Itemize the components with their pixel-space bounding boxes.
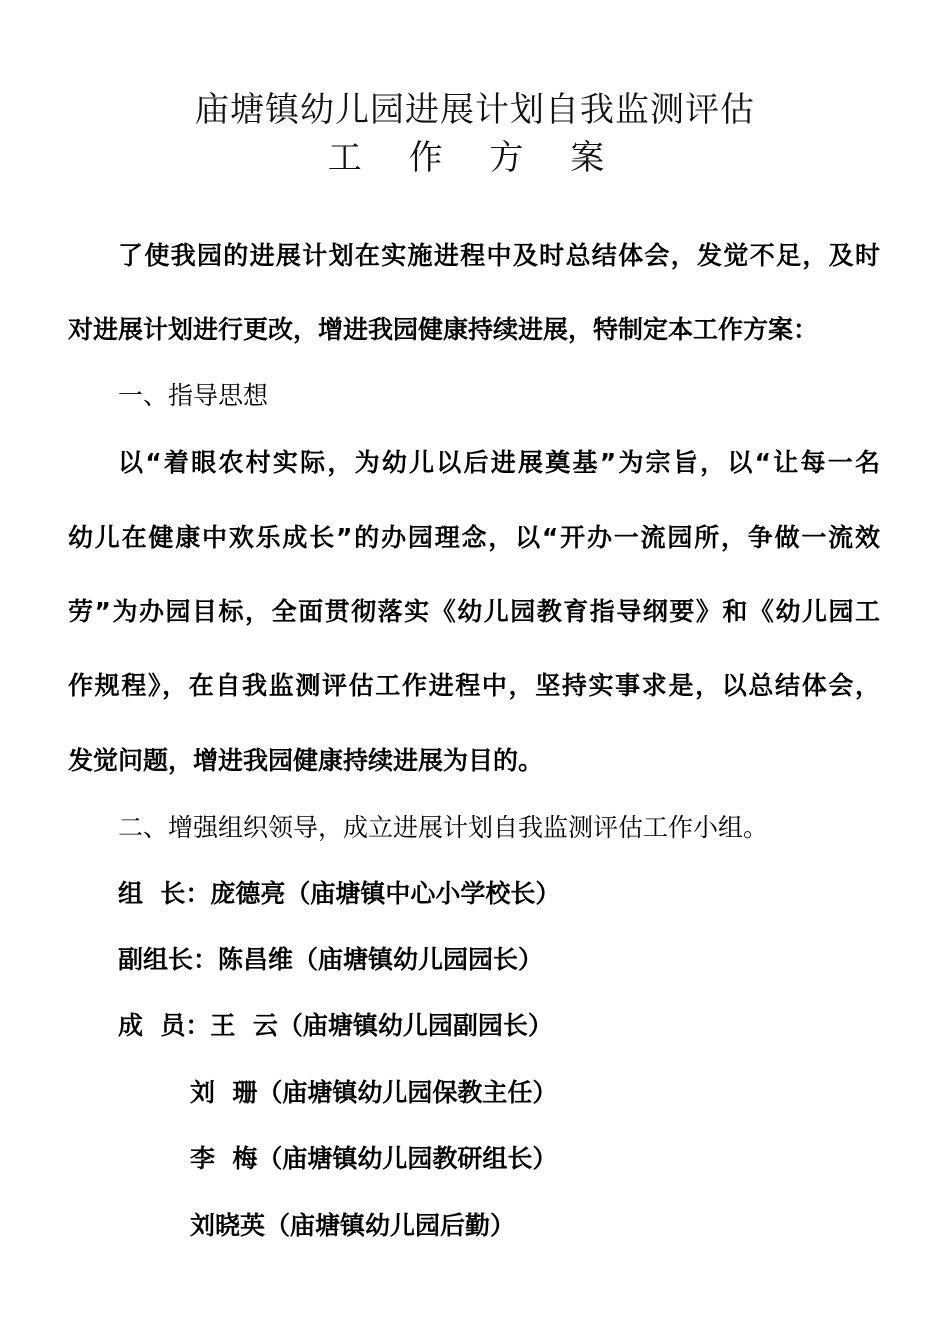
team-member: 成 员：王 云（庙塘镇幼儿园副园长）: [118, 1011, 553, 1040]
intro-line-2: 对进展计划进行更改，增进我园健康持续进展，特制定本工作方案：: [68, 315, 819, 344]
intro-line-1: 了使我园的进展计划在实施进程中及时总结体会，发觉不足，及时: [118, 241, 880, 270]
section1-line-1: 以“着眼农村实际，为幼儿以后进展奠基”为宗旨，以“让每一名: [118, 448, 880, 477]
team-member: 刘晓英（庙塘镇幼儿园后勤）: [190, 1211, 516, 1240]
document-subtitle: 工 作 方 案: [327, 138, 623, 178]
team-deputy-leader: 副组长：陈昌维（庙塘镇幼儿园园长）: [118, 945, 544, 974]
section-heading-guiding-ideology: 一、指导思想: [118, 381, 269, 410]
team-leader: 组 长：庞德亮（庙塘镇中心小学校长）: [118, 879, 561, 908]
section1-line-5: 发觉问题，增进我园健康持续进展为目的。: [68, 746, 544, 775]
team-member: 李 梅（庙塘镇幼儿园教研组长）: [190, 1144, 558, 1173]
document-title: 庙塘镇幼儿园进展计划自我监测评估: [195, 90, 755, 130]
section1-line-3: 劳”为办园目标，全面贯彻落实《幼儿园教育指导纲要》和《幼儿园工: [68, 597, 880, 626]
team-member: 刘 珊（庙塘镇幼儿园保教主任）: [190, 1078, 558, 1107]
section1-line-4: 作规程》，在自我监测评估工作进程中，坚持实事求是，以总结体会，: [68, 671, 880, 700]
section1-line-2: 幼儿在健康中欢乐成长”的办园理念，以“开办一流园所，争做一流效: [68, 523, 880, 552]
section-heading-organization: 二、增强组织领导，成立进展计划自我监测评估工作小组。: [118, 813, 769, 842]
